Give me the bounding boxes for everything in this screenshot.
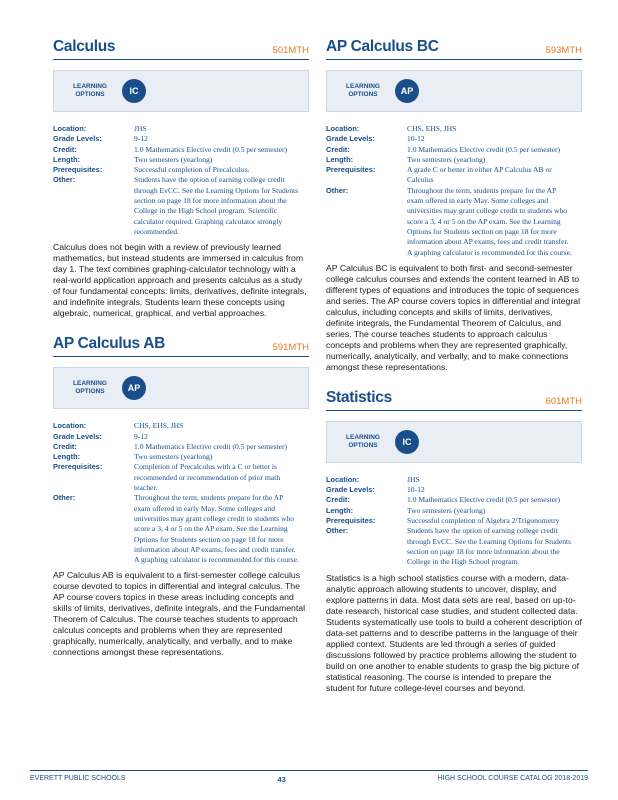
info-label: Prerequisites: <box>326 165 376 175</box>
course-title: AP Calculus BC <box>326 38 439 55</box>
info-value: Students have the option of earning college credit through EvCC. See the Learning Options for Students section on page 18 for more information about the College in the High School program. <box>407 526 572 567</box>
course-ap-calculus-ab <box>53 335 309 658</box>
info-label: Other: <box>326 185 349 195</box>
info-value: Two semesters (yearlong) <box>407 505 486 515</box>
info-label: Credit: <box>326 495 350 505</box>
info-value: JHS <box>134 124 147 133</box>
course-description: AP Calculus BC is equivalent to both first- and second-semester college calculus courses and extends the content learned in AB to different types of equations and introduces the topic of sequences and series. The AP course covers topics in differential and integral calculus, including concepts and skills of limits, derivatives, definite integrals, the Fundamental Theorem of Calculus, and series. The course teaches students to approach calculus concepts and problems when they are represented graphically, numerically, analytically, and verbally, and to make connections amongst these representations. <box>326 262 581 372</box>
info-row <box>326 495 582 505</box>
learning-options-label: LEARNING OPTIONS <box>73 380 107 396</box>
course-description: AP Calculus AB is equivalent to a first-semester college calculus course devoted to topics in differential and integral calculus. The AP course covers topics in these areas including concepts and skills of limits, derivatives, definite integrals, and the Fundamental Theorem of Calculus. The course teaches students to approach calculus concepts and problems when they are represented graphically, numerically, analytically, and verbally, and to make connections amongst these representations. <box>53 570 306 658</box>
info-label: Credit: <box>53 441 77 451</box>
course-code: 601MTH <box>545 395 582 407</box>
course-code: 501MTH <box>272 45 309 56</box>
info-value: 1.0 Mathematics Elective credit (0.5 per semester) <box>134 144 288 154</box>
section-header <box>326 38 582 60</box>
info-value: CHS, EHS, JHS <box>407 124 457 133</box>
course-code: 591MTH <box>272 342 309 354</box>
info-row <box>326 516 582 526</box>
info-label: Length: <box>326 154 354 164</box>
course-info <box>326 475 582 568</box>
info-row <box>53 145 309 155</box>
info-label: Other: <box>53 493 76 503</box>
page-number: 43 <box>277 775 286 784</box>
info-row <box>53 124 309 134</box>
section-header <box>53 335 309 357</box>
info-row <box>53 493 309 565</box>
learning-options-box <box>53 367 309 409</box>
info-value: 1.0 Mathematics Elective credit (0.5 per semester) <box>134 441 288 451</box>
info-label: Location: <box>53 421 87 431</box>
learning-options-box <box>326 70 582 112</box>
info-label: Credit: <box>53 144 77 154</box>
info-row <box>326 134 582 144</box>
learning-option-icon: AP <box>395 79 419 103</box>
info-row <box>326 155 582 165</box>
info-row <box>53 155 309 165</box>
info-label: Grade Levels: <box>326 134 375 144</box>
info-value: CHS, EHS, JHS <box>134 421 184 431</box>
learning-options-box <box>53 70 309 112</box>
info-row <box>326 124 582 134</box>
info-value: Successful completion of Precalculus. <box>134 165 250 175</box>
info-row <box>326 526 582 567</box>
page-footer <box>30 770 588 784</box>
info-label: Grade Levels: <box>53 134 102 144</box>
learning-options-label: LEARNING OPTIONS <box>346 83 380 98</box>
info-row <box>326 506 582 516</box>
course-description: Statistics is a high school statistics course with a modern, data-analytic approach allowing students to uncover, display, and explore patterns in data. Most data sets are real, based on up-to-date research, historical case studies, and student collected data. Students systematically use tools to build a coherent description of data-set patterns and to describe patterns in the language of their applied context. Students are led through a series of guided discussions followed by practice problems allowing the student to build on one another to enable students to grasp the big picture of statistical reasoning. The course is intended to prepare the student for future college-level courses and beyond. <box>326 572 582 693</box>
info-label: Credit: <box>326 144 350 154</box>
left-column <box>53 38 309 658</box>
info-label: Location: <box>53 124 87 133</box>
learning-option-icon: IC <box>395 430 419 454</box>
course-calculus <box>53 38 309 319</box>
course-code: 593MTH <box>545 45 582 56</box>
info-row <box>326 165 582 186</box>
info-value: Two semesters (yearlong) <box>134 154 213 164</box>
info-row <box>53 175 309 237</box>
info-label: Length: <box>53 452 81 462</box>
course-ap-calculus-bc <box>326 38 582 373</box>
learning-option-icon: IC <box>122 79 146 103</box>
info-row <box>326 485 582 495</box>
info-label: Other: <box>53 175 76 185</box>
info-label: Prerequisites: <box>53 165 103 175</box>
info-label: Length: <box>53 154 81 164</box>
learning-options-box <box>326 421 582 463</box>
info-value: Two semesters (yearlong) <box>134 452 213 462</box>
info-row <box>53 165 309 175</box>
footer-catalog: HIGH SCHOOL COURSE CATALOG 2018-2019 <box>437 775 588 782</box>
info-row <box>326 145 582 155</box>
info-label: Length: <box>326 505 354 515</box>
info-row <box>326 475 582 485</box>
info-value: Throughout the term, students prepare for the AP exam offered in early May. Some colleges and universities may grant college credit to students who score a 3, 4 or 5 on the AP exam. See the Learning Options for Students section on page 18 for more information about AP exams, fees and credit transfer. A graphing calculator is recommended for this course. <box>407 185 572 257</box>
info-label: Grade Levels: <box>326 485 375 495</box>
info-label: Prerequisites: <box>326 516 376 526</box>
info-value: Completion of Precalculus with a C or better is recommended or recommendation of prior math teacher. <box>134 462 281 493</box>
info-row <box>53 421 309 431</box>
info-value: Students have the option of earning college credit through EvCC. See the Learning Options for Students section on page 18 for more information about the College in the High School program. Scientific calculator required. Graphing calculator strongly recommended. <box>134 175 299 236</box>
info-row <box>53 452 309 462</box>
info-label: Other: <box>326 526 349 536</box>
course-statistics <box>326 389 582 694</box>
course-title: AP Calculus AB <box>53 335 166 353</box>
info-label: Location: <box>326 474 360 484</box>
section-header <box>53 38 309 60</box>
course-info <box>326 124 582 258</box>
info-value: 1.0 Mathematics Elective credit (0.5 per semester) <box>407 144 561 154</box>
footer-district: EVERETT PUBLIC SCHOOLS <box>30 775 126 782</box>
info-value: Two semesters (yearlong) <box>407 154 486 164</box>
section-header <box>326 389 582 411</box>
course-title: Statistics <box>326 388 392 406</box>
info-label: Grade Levels: <box>53 431 102 441</box>
right-column <box>326 38 582 694</box>
course-description: Calculus does not begin with a review of previously learned mathematics, but instead students are immersed in calculus from day 1. The text combines graphing-calculator technology with a real-world application approach and presents calculus as a study of four fundamental concepts: limits, derivatives, definite integrals, and indefinite integrals. Students learn these concepts using algebraic, numerical, graphical, and verbal approaches. <box>53 242 307 319</box>
learning-options-label: LEARNING OPTIONS <box>346 433 380 449</box>
info-value: 10-12 <box>407 134 425 144</box>
info-label: Location: <box>326 124 360 133</box>
info-value: 1.0 Mathematics Elective credit (0.5 per semester) <box>407 495 561 505</box>
info-value: Successful completion of Algebra 2/Trigonometry <box>407 516 560 526</box>
info-row <box>53 462 309 493</box>
info-row <box>53 432 309 442</box>
info-value: A grade C or better in either AP Calculus AB or Calculus <box>407 165 552 185</box>
learning-options-label: LEARNING OPTIONS <box>73 83 107 98</box>
course-title: Calculus <box>53 38 116 55</box>
info-value: JHS <box>407 474 420 484</box>
info-row <box>53 134 309 144</box>
course-info <box>53 421 309 565</box>
info-value: 9-12 <box>134 431 148 441</box>
info-value: Throughout the term, students prepare for the AP exam offered in early May. Some colleges and universities may grant college credit to students who score a 3, 4 or 5 on the AP exam. See the Learning Options for Students section on page 18 for more information about AP exams, fees and credit transfer. A graphing calculator is recommended for this course. <box>134 493 299 565</box>
course-info <box>53 124 309 237</box>
learning-option-icon: AP <box>122 376 146 400</box>
info-label: Prerequisites: <box>53 462 103 472</box>
info-row <box>326 186 582 258</box>
info-value: 9-12 <box>134 134 148 144</box>
info-value: 10-12 <box>407 485 425 495</box>
info-row <box>53 442 309 452</box>
